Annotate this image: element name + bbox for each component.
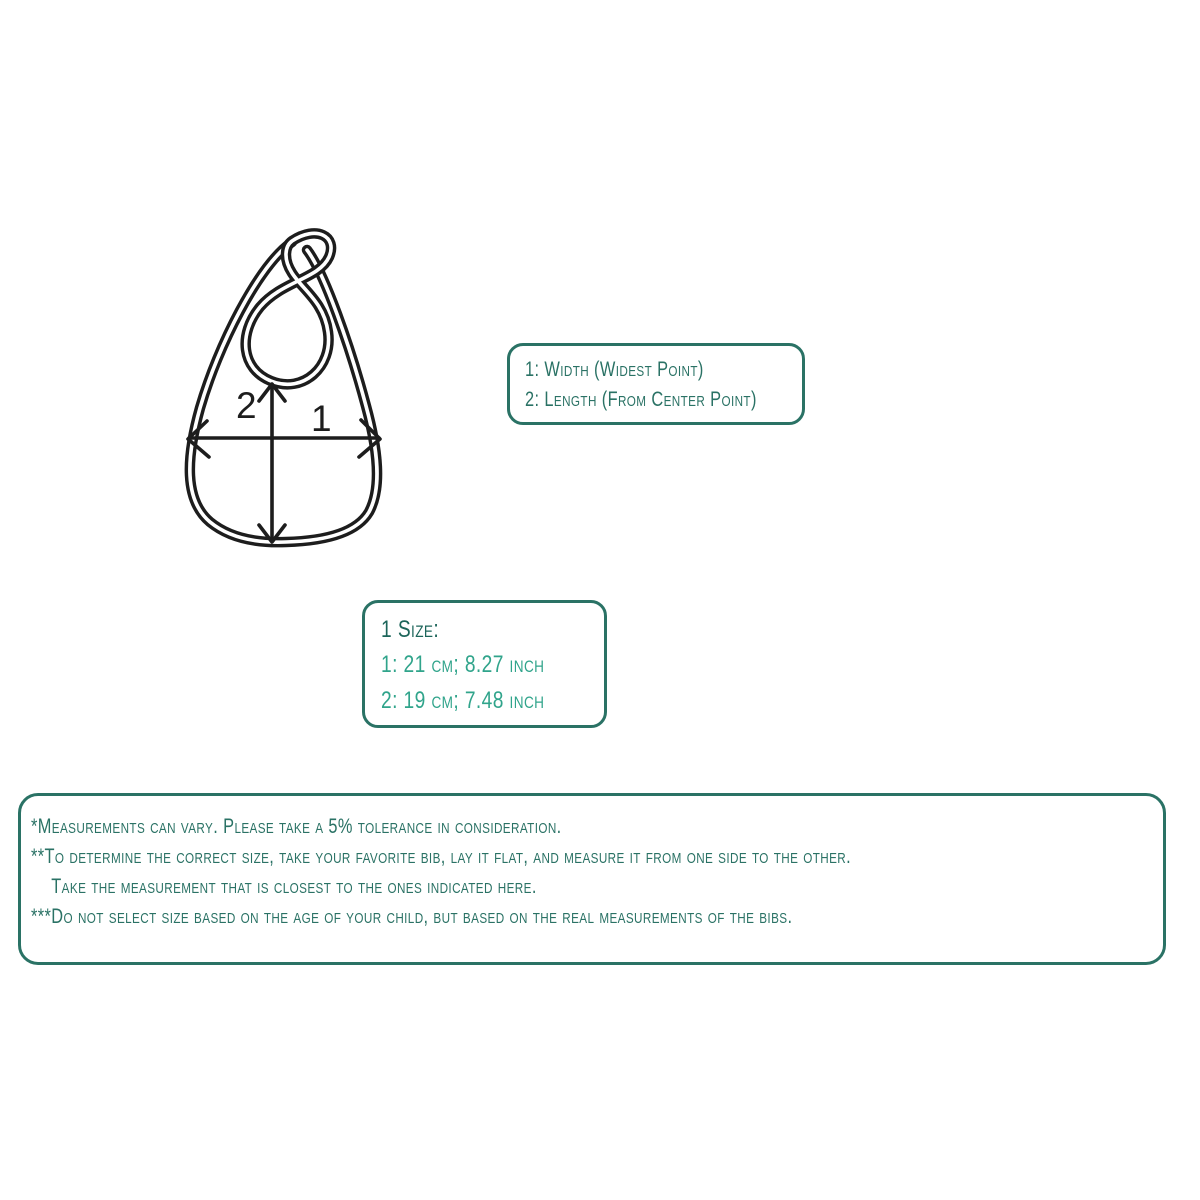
size-width-measurement: 1: 21 cm; 8.27 inch <box>381 651 545 678</box>
length-arrow-label: 2 <box>236 385 257 426</box>
width-arrow <box>188 420 380 457</box>
bib-neck-loop-outline <box>246 233 331 384</box>
legend-length-line: 2: Length (From Center Point) <box>525 388 757 411</box>
size-box <box>362 600 607 728</box>
note-how-to-measure: **To determine the correct size, take your favorite bib, lay it flat, and measure it from one side to the other. <box>31 845 852 868</box>
note-how-to-measure-cont: Take the measurement that is closest to the ones indicated here. <box>51 875 537 898</box>
bib-outline-drawing <box>170 228 400 553</box>
note-tolerance: *Measurements can vary. Please take a 5% tolerance in consideration. <box>31 815 562 838</box>
legend-box <box>507 343 805 425</box>
notes-box <box>18 793 1166 965</box>
width-arrow-label: 1 <box>311 398 332 439</box>
legend-width-line: 1: Width (Widest Point) <box>525 358 704 381</box>
length-arrow <box>259 384 285 542</box>
size-title: 1 Size: <box>381 616 440 643</box>
note-age-warning: ***Do not select size based on the age of your child, but based on the real measurements of the bibs. <box>31 905 793 928</box>
size-length-measurement: 2: 19 cm; 7.48 inch <box>381 687 545 714</box>
